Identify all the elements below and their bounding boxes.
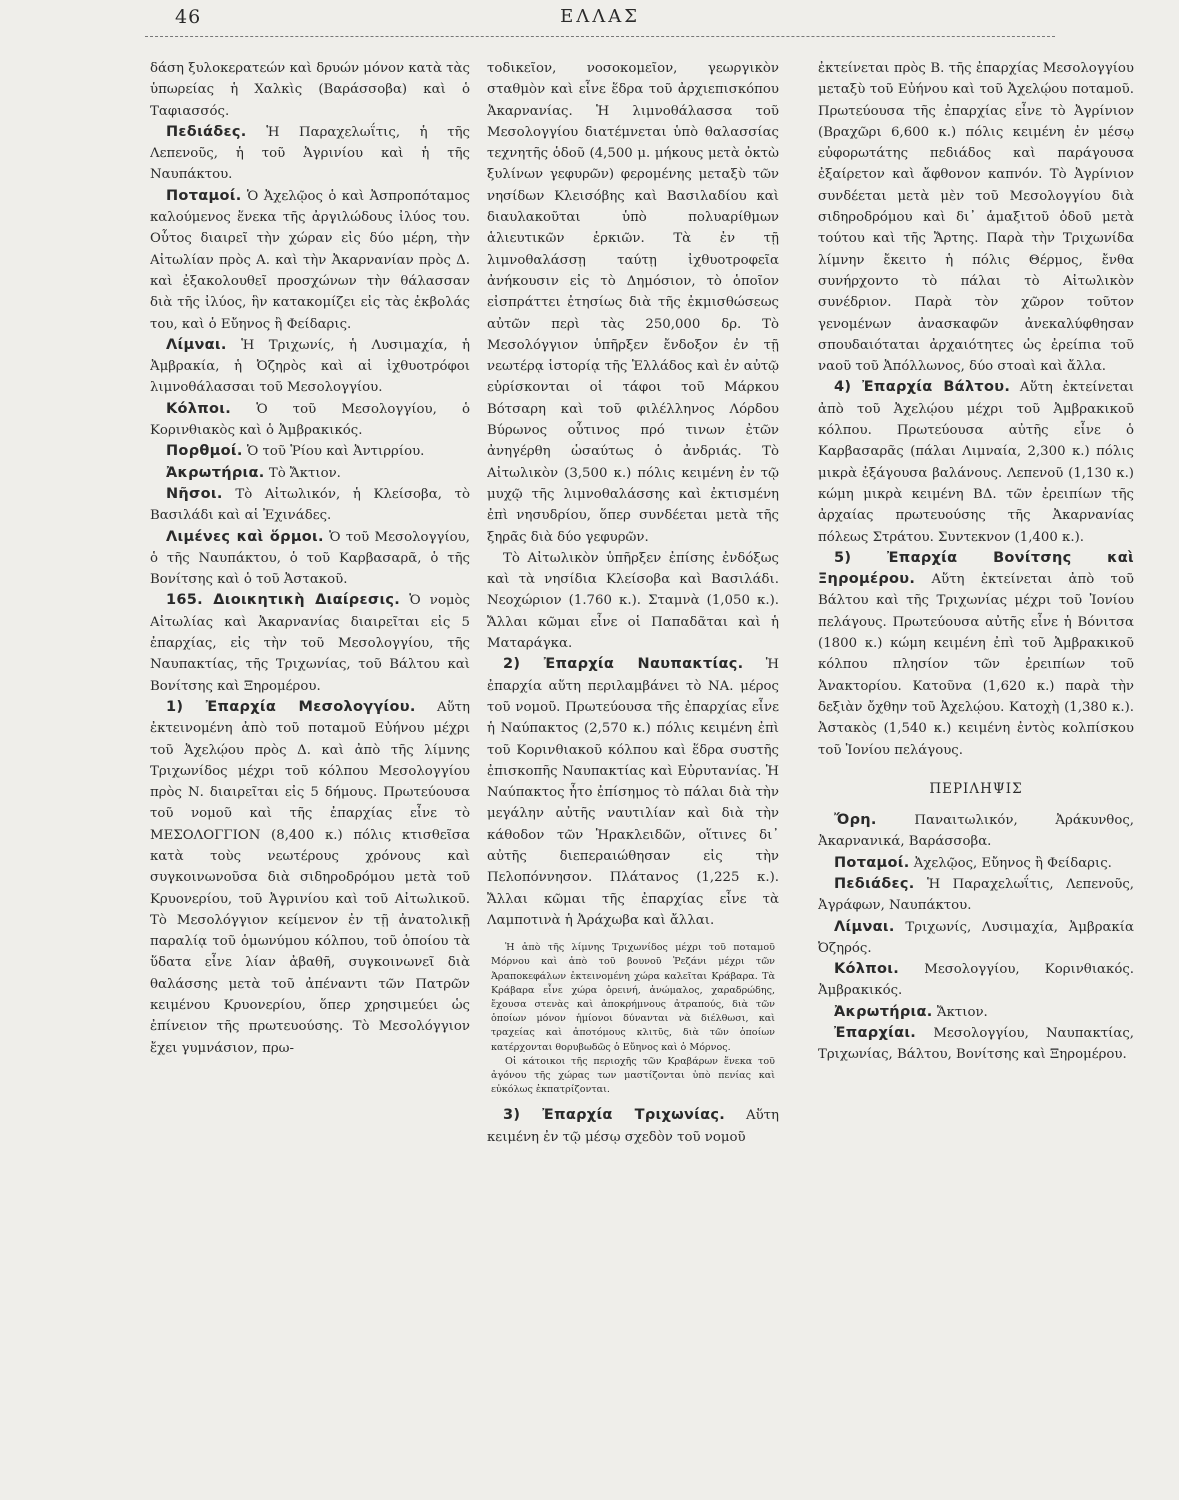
section-paragraph <box>150 590 470 696</box>
section-heading: Λίμναι. <box>834 918 895 935</box>
section-paragraph <box>150 335 470 399</box>
header-rule <box>145 36 1055 37</box>
section-paragraph <box>150 463 470 484</box>
section-text: Αὕτη κειμένη ἐν τῷ μέσῳ σχεδὸν τοῦ νομοῦ <box>487 1108 779 1145</box>
section-paragraph <box>818 377 1134 547</box>
section-paragraph <box>150 697 470 1059</box>
section-heading: Κόλποι. <box>834 961 900 978</box>
section-text: Ἡ Τριχωνίς, ἡ Λυσιμαχία, ἡ Ἀμβρακία, ἡ Ὀζηρὸς καὶ αἱ ἰχθυοτρόφοι λιμνοθάλασσαι τοῦ Μεσολογγίου. <box>150 337 470 396</box>
footnote-paragraph: Ἡ ἀπὸ τῆς λίμνης Τριχωνίδος μέχρι τοῦ ποταμοῦ Μόρνου καὶ ἀπὸ τοῦ βουνοῦ Ῥεζάνι μέχρι τῶν Ἀραποκεφάλων ἐκτεινομένη χώρα καλεῖται Κράβαρα. Τὰ Κράβαρα εἶνε χώρα ὀρεινή, ἀνώμαλος, χαραδρώδης, ἔχουσα στενὰς καὶ ἀποκρήμνους ἀτραπούς, διὰ τῶν ὁποίων μόνον ἡμίονοι δύνανται νὰ διέλθωσι, καὶ τραχείας καὶ ἀποτόμους κλιτῦς, διὰ τῶν ὁποίων κατέρχονται θορυβωδῶς ὁ Εὔηνος καὶ ὁ Μόρνος. <box>491 942 775 1053</box>
section-heading: Πεδιάδες. <box>166 123 247 140</box>
section-paragraph <box>818 548 1134 761</box>
section-text: Τριχωνίς, Λυσιμαχία, Ἀμβρακία Ὀζηρός. <box>818 919 1134 956</box>
section-heading: 1) Ἐπαρχία Μεσολογγίου. <box>166 698 416 715</box>
section-paragraph <box>818 1023 1134 1066</box>
section-heading: Ἐπαρχίαι. <box>834 1025 917 1042</box>
paragraph: Τὸ Αἰτωλικὸν ὑπῆρξεν ἐπίσης ἐνδόξως καὶ τὰ νησίδια Κλείσοβα καὶ Βασιλάδι. Νεοχώριον (1.760 κ.). Σταμνὰ (1,050 κ.). Ἄλλαι κῶμαι εἶνε οἱ Παπαδᾶται καὶ ἡ Ματαράγκα. <box>487 550 779 652</box>
section-text: Τὸ Ἄκτιον. <box>268 465 341 481</box>
section-paragraph <box>818 874 1134 917</box>
section-paragraph <box>487 654 779 931</box>
section-text: Ὁ Ἀχελῷος ὁ καὶ Ἀσπροπόταμος καλούμενος ἕνεκα τῆς ἀργιλώδους ἰλύος του. Οὗτος διαιρεῖ τὴν χώραν εἰς δύο μέρη, τὴν Αἰτωλίαν πρὸς Α. καὶ τὴν Ἀκαρνανίαν πρὸς Δ. καὶ ἐξακολουθεῖ προσχώνων τὴν θάλασσαν διὰ τῆς ἰλύος, ἣν κατακομίζει εἰς τὰς ἐκβολάς του, καὶ ὁ Εὔηνος ἢ Φείδαρις. <box>150 188 470 332</box>
section-text: Ὁ νομὸς Αἰτωλίας καὶ Ἀκαρνανίας διαιρεῖται εἰς 5 ἐπαρχίας, εἰς τὴν τοῦ Μεσολογγίου, τῆς Ναυπακτίας, τῆς Τριχωνίας, τοῦ Βάλτου καὶ Βονίτσης καὶ Ξηρομέρου. <box>150 593 470 694</box>
section-heading: 4) Ἐπαρχία Βάλτου. <box>834 379 1011 396</box>
section-heading: 165. Διοικητικὴ Διαίρεσις. <box>166 592 401 609</box>
section-text: Αὕτη ἐκτείνεται ἀπὸ τοῦ Ἀχελῴου μέχρι τοῦ Ἀμβρακικοῦ κόλπου. Πρωτεύουσα αὐτῆς εἶνε ὁ Καρβασαρᾶς (πάλαι Λιμναία, 2,300 κ.) πόλις μικρὰ ἐξάγουσα βαλάνους. Λεπενοῦ (1,130 κ.) κώμη μικρὰ κειμένη ΒΔ. τῶν ἐρειπίων τῆς ἀρχαίας πρωτευούσης τῆς Ἀκαρνανίας πόλεως Στράτου. Συντεκνον (1,400 κ.). <box>818 380 1134 545</box>
footnote-paragraph: Οἱ κάτοικοι τῆς περιοχῆς τῶν Κραβάρων ἕνεκα τοῦ ἀγόνου τῆς χώρας των μαστίζονται ὑπὸ πενίας καὶ εὐκόλως ἐκπατρίζονται. <box>491 1055 775 1096</box>
section-paragraph <box>150 527 470 591</box>
section-heading: Ἀκρωτήρια. <box>166 464 265 481</box>
column-right <box>818 58 1134 1488</box>
section-heading: Κόλποι. <box>166 400 232 417</box>
section-heading: Πεδιάδες. <box>834 875 915 892</box>
paragraph: τοδικεῖον, νοσοκομεῖον, γεωργικὸν σταθμὸν καὶ εἶνε ἕδρα τοῦ ἀρχιεπισκόπου Ἀκαρνανίας. Ἡ λιμνοθάλασσα τοῦ Μεσολογγίου διατέμνεται ὑπὸ θαλασσίας τεχνητῆς ὁδοῦ (4,500 μ. μήκους μετὰ ὀκτὼ ξυλίνων γεφυρῶν) φερομένης μεταξὺ τῶν νησίδων Κλεισόβης καὶ Βασιλαδίου καὶ διαυλακοῦται ὑπὸ πολυαρίθμων ἁλιευτικῶν ἑρκιῶν. Τὰ ἐν τῇ λιμνοθαλάσσῃ ταύτῃ ἰχθυοτροφεῖα ἀνήκουσιν εἰς τὸ Δημόσιον, τὸ ὁποῖον εἰσπράττει ἐτησίως διὰ τῆς ἐκμισθώσεως αὐτῶν περὶ τὰς 250,000 δρ. Τὸ Μεσολόγγιον ὑπῆρξεν ἔνδοξον ἐν τῇ νεωτέρᾳ ἱστορίᾳ τῆς Ἑλλάδος καὶ ἐν αὐτῷ εὑρίσκονται οἱ τάφοι τοῦ Μάρκου Βότσαρη καὶ τοῦ φιλέλληνος Λόρδου Βύρωνος οὗτινος πρό τινων ἐτῶν ἀνηγέρθη ὡσαύτως ὁ ἀνδριάς. Τὸ Αἰτωλικὸν (3,500 κ.) πόλις κειμένη ἐν τῷ μυχῷ τῆς λιμνοθαλάσσης καὶ ἐκτισμένη ἐπὶ νησυδρίου, ὅπερ συνδέεται μετὰ τῆς ξηρᾶς διὰ δύο γεφυρῶν. <box>487 61 779 545</box>
section-heading: Νῆσοι. <box>166 485 223 502</box>
section-text: Ὁ τοῦ Μεσολογγίου, ὁ Κορινθιακὸς καὶ ὁ Ἀμβρακικός. <box>150 401 470 439</box>
running-title: ΕΛΛΑΣ <box>560 6 640 27</box>
section-paragraph <box>487 1105 779 1148</box>
section-text: Μεσολογγίου, Κορινθιακός. Ἀμβρακικός. <box>818 962 1134 999</box>
section-paragraph <box>818 917 1134 960</box>
section-text: Παναιτωλικόν, Ἀράκυνθος, Ἀκαρνανικά, Βαράσσοβα. <box>818 813 1134 850</box>
section-text: Μεσολογγίου, Ναυπακτίας, Τριχωνίας, Βάλτου, Βονίτσης καὶ Ξηρομέρου. <box>818 1026 1134 1063</box>
section-heading: Λίμναι. <box>166 336 227 353</box>
section-paragraph <box>150 186 470 335</box>
section-text: Ἀχελῷος, Εὔηνος ἢ Φείδαρις. <box>913 855 1112 871</box>
section-heading: Πορθμοί. <box>166 443 243 460</box>
section-text: Ὁ τοῦ Μεσολογγίου, ὁ τῆς Ναυπάκτου, ὁ τοῦ Καρβασαρᾶ, ὁ τῆς Βονίτσης καὶ ὁ τοῦ Ἀστακοῦ. <box>150 529 470 588</box>
section-heading: Ποταμοί. <box>166 187 242 204</box>
section-text: Ἡ Παραχελωΐτις, Λεπενοῦς, Ἀγράφων, Ναυπάκτου. <box>818 876 1134 914</box>
footnote <box>491 941 775 1097</box>
section-heading: Ποταμοί. <box>834 854 910 871</box>
column-left <box>150 58 470 1488</box>
page-header <box>150 6 1050 40</box>
section-heading: Ὄρη. <box>834 812 877 829</box>
section-paragraph <box>150 441 470 462</box>
section-paragraph <box>818 853 1134 874</box>
section-heading: 2) Ἐπαρχία Ναυπακτίας. <box>503 656 744 673</box>
section-heading: Λιμένες καὶ ὅρμοι. <box>166 528 324 545</box>
column-middle <box>487 58 779 1488</box>
section-paragraph <box>818 810 1134 853</box>
section-heading: 3) Ἐπαρχία Τριχωνίας. <box>503 1107 726 1124</box>
section-paragraph <box>150 122 470 186</box>
section-text: Ἡ Παραχελωΐτις, ἡ τῆς Λεπενοῦς, ἡ τοῦ Ἀγρινίου καὶ ἡ τῆς Ναυπάκτου. <box>150 124 470 183</box>
section-text: Ἡ ἐπαρχία αὕτη περιλαμβάνει τὸ ΝΑ. μέρος τοῦ νομοῦ. Πρωτεύουσα τῆς ἐπαρχίας εἶνε ἡ Ναύπακτος (2,570 κ.) πόλις κειμένη ἐπὶ τοῦ Κορινθιακοῦ κόλπου καὶ ἕδρα συστῆς ἐπισκοπῆς Ναυπακτίας καὶ Εὐρυτανίας. Ἡ Ναύπακτος ἦτο ἐπίσημος τὸ πάλαι διὰ τὴν μεγάλην αὐτῆς ναυτιλίαν καὶ διὰ τὴν κάθοδον τῶν Ἡρακλειδῶν, οἵτινες δι᾽ αὐτῆς διεπεραιώθησαν εἰς τὴν Πελοπόννησον. Πλάτανος (1,225 κ.). Ἄλλαι κῶμαι τῆς ἐπαρχίας εἶνε τὰ Λαμποτινὰ ἡ Ἀράχωβα καὶ ἄλλαι. <box>487 657 779 928</box>
section-text: Αὕτη ἐκτείνεται ἀπὸ τοῦ Βάλτου καὶ τῆς Τριχωνίας μέχρι τοῦ Ἰονίου πελάγους. Πρωτεύουσα αὐτῆς εἶνε ἡ Βόνιτσα (1800 κ.) κώμη κειμένη ἐπὶ τοῦ Ἀμβρακικοῦ κόλπου πλησίον τῶν ἐρειπίων τοῦ Ἀνακτορίου. Κατοῦνα (1,620 κ.) παρὰ τὴν δεξιὰν ὄχθην τοῦ Ἀχελῴου. Κατοχὴ (1,380 κ.). Ἀστακὸς (1,540 κ.) κειμένη ἐντὸς κολπίσκου τοῦ Ἰονίου πελάγους. <box>818 572 1134 758</box>
section-heading: 5) Ἐπαρχία Βονίτσης καὶ Ξηρομέρου. <box>818 549 1134 588</box>
section-text: Ἄκτιον. <box>936 1004 988 1020</box>
section-text: Ὁ τοῦ Ῥίου καὶ Ἀντιρρίου. <box>246 444 425 460</box>
page-number: 46 <box>175 6 202 28</box>
section-paragraph <box>150 484 470 527</box>
summary-title: ΠΕΡΙΛΗΨΙΣ <box>929 780 1023 797</box>
section-paragraph <box>150 399 470 442</box>
section-paragraph <box>818 959 1134 1002</box>
section-heading: Ἀκρωτήρια. <box>834 1003 933 1020</box>
paragraph: δάση ξυλοκερατεών καὶ δρυών μόνον κατὰ τὰς ὑπωρείας ἡ Χαλκὶς (Βαράσσοβα) καὶ ὁ Ταφιασσός. <box>150 61 470 119</box>
section-text: Τὸ Αἰτωλικόν, ἡ Κλείσοβα, τὸ Βασιλάδι καὶ αἱ Ἐχινάδες. <box>150 486 470 524</box>
paragraph: ἐκτείνεται πρὸς Β. τῆς ἐπαρχίας Μεσολογγίου μεταξὺ τοῦ Εὐήνου καὶ τοῦ Ἀχελῴου ποταμοῦ. Πρωτεύουσα τῆς ἐπαρχίας εἶνε τὸ Ἀγρίνιον (Βραχῶρι 6,600 κ.) πόλις κειμένη ἐν μέσῳ εὐφορωτάτης πεδιάδος καὶ παράγουσα ἐξαίρετον καὶ ἄφθονον καπνόν. Τὸ Ἀγρίνιον συνδέεται μετὰ μὲν τοῦ Μεσολογγίου διὰ σιδηροδρόμου καὶ δι᾽ ἁμαξιτοῦ ὁδοῦ μετὰ τούτου καὶ τῆς Ἄρτης. Παρὰ τὴν Τριχωνίδα λίμνην ἔκειτο ἡ πόλις Θέρμος, ἔνθα συνήρχοντο τὸ πάλαι τὸ Αἰτωλικὸν συνέδριον. Παρὰ τὸν χῶρον τοῦτον γενομένων ἀνασκαφῶν ἀνεκαλύφθησαν σπουδαιόταται ἀρχαιότητες ὡς ἐρείπια τοῦ ναοῦ τοῦ Ἀπόλλωνος, δύο στοαὶ καὶ ἄλλα. <box>818 61 1134 375</box>
section-text: Αὕτη ἐκτεινομένη ἀπὸ τοῦ ποταμοῦ Εὐήνου μέχρι τοῦ Ἀχελῴου πρὸς Δ. καὶ ἀπὸ τῆς λίμνης Τριχωνίδος μέχρι τοῦ κόλπου Μεσολογγίου πρὸς Ν. διαιρεῖται εἰς 5 δήμους. Πρωτεύουσα τοῦ νομοῦ καὶ τῆς ἐπαρχίας εἶνε τὸ ΜΕΣΟΛΟΓΓΙΟΝ (8,400 κ.) πόλις κτισθεῖσα κατὰ τοὺς νεωτέρους χρόνους καὶ συγκοινωνοῦσα διὰ σιδηροδρόμου μετὰ τοῦ Κρυονερίου, τοῦ Ἀγρινίου καὶ τοῦ Αἰτωλικοῦ. Τὸ Μεσολόγγιον κείμενον ἐν τῇ ἀνατολικῇ παραλίᾳ τοῦ ὁμωνύμου κόλπου, τοῦ ὁποίου τὰ ὕδατα εἶνε λίαν ἀβαθῆ, συγκοινωνεῖ διὰ θαλάσσης μετὰ τοῦ ἀπέναντι τῶν Πατρῶν κειμένου Κρυονερίου, ὅπερ χρησιμεύει ὡς ἐπίνειον τῆς πρωτευούσης. Τὸ Μεσολόγγιον ἔχει γυμνάσιον, πρω- <box>150 699 470 1056</box>
section-paragraph <box>818 1002 1134 1023</box>
